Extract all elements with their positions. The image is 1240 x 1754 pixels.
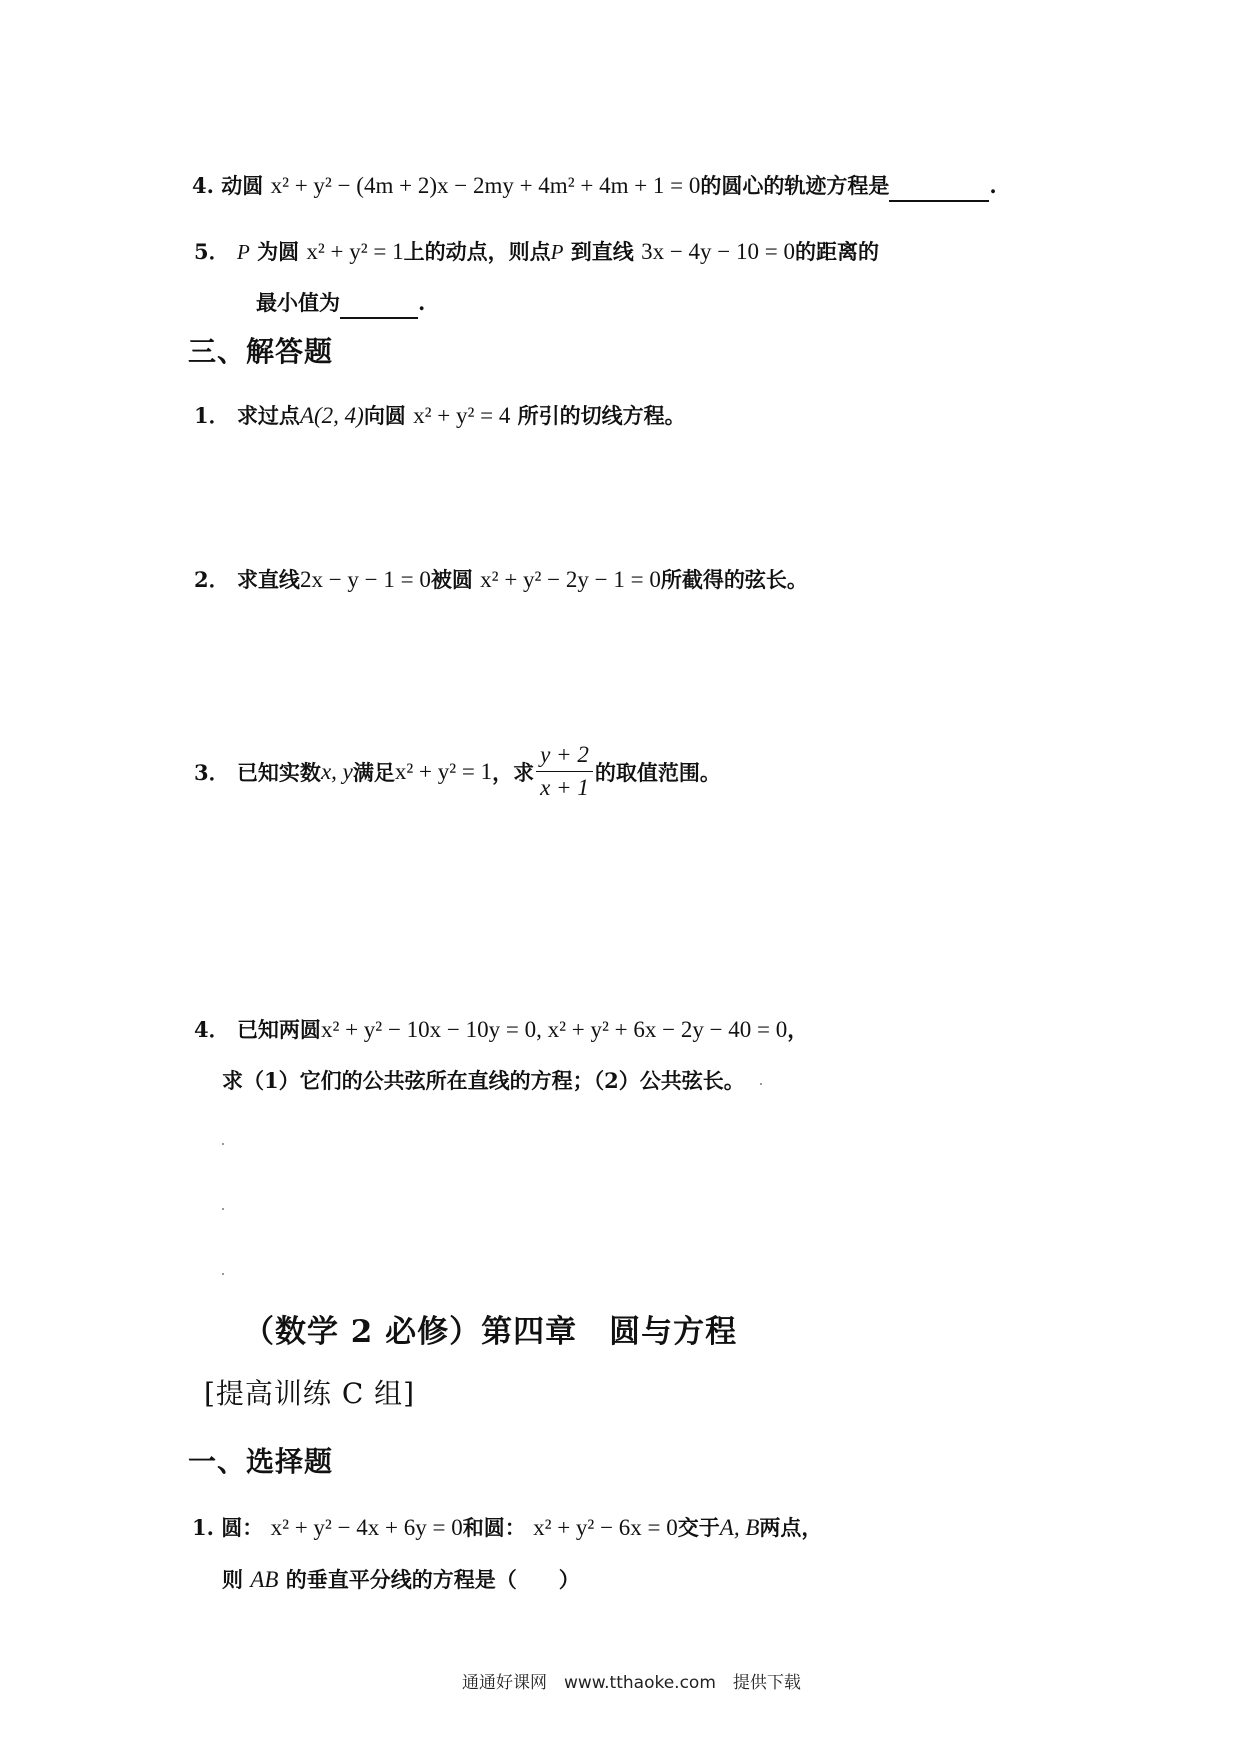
scan-dot (222, 1273, 224, 1275)
circle-equation: x² + y² = 1 (306, 239, 404, 264)
question-number: 1． (194, 403, 230, 428)
question-number: 1. (192, 1515, 214, 1540)
answer-question-2: 2． 求直线2x − y − 1 = 0被圆 x² + y² − 2y − 1 = 0所截得的弦长。 (194, 567, 808, 592)
scan-dot (222, 1143, 224, 1145)
fill-question-4: 4. 动圆 x² + y² − (4m + 2)x − 2my + 4m² + 4m + 1 = 0的圆心的轨迹方程是 . (192, 170, 997, 202)
page-footer: 通通好课网 www.tthaoke.com 提供下载 (462, 1673, 801, 1693)
variables: x, y (320, 758, 353, 784)
circle-equation-2: x² + y² − 6x = 0 (533, 1515, 678, 1540)
line-equation: 2x − y − 1 = 0 (299, 567, 431, 592)
answer-question-4: 4． 已知两圆x² + y² − 10x − 10y = 0, x² + y² + 6x − 2y − 40 = 0， (194, 1017, 809, 1042)
fraction-denominator: x + 1 (540, 775, 589, 800)
section-title-choice: 一、选择题 (188, 1445, 334, 1478)
fraction (536, 742, 593, 801)
answer-question-1: 1． 求过点A(2, 4)向圆 x² + y² = 4 所引的切线方程。 (194, 403, 686, 428)
point-a: A(2, 4) (299, 403, 364, 428)
question-number: 4． (194, 1017, 230, 1042)
choice-question-1-line2: 则 AB 的垂直平分线的方程是（ ） (222, 1567, 580, 1592)
circles-equation: x² + y² − 10x − 10y = 0, x² + y² + 6x − 2y − 40 = 0 (320, 1017, 788, 1042)
chapter-title: （数学 2 必修）第四章 圆与方程 (243, 1314, 738, 1350)
circle-equation: x² + y² = 4 (413, 403, 511, 428)
circle-equation: x² + y² = 1 (394, 758, 493, 784)
answer-blank (340, 292, 418, 319)
question-number: 5． (194, 239, 230, 264)
points-ab: A, B (719, 1515, 760, 1540)
fill-question-5-line2: 最小值为 . (256, 287, 425, 319)
segment-ab: AB (250, 1567, 279, 1592)
answer-question-4-line2: 求（1）它们的公共弦所在直线的方程；（2）公共弦长。 (222, 1068, 745, 1093)
scan-dot (760, 1083, 762, 1085)
circle-equation: x² + y² − 2y − 1 = 0 (480, 567, 661, 592)
answer-blank (889, 175, 989, 202)
group-title: [提高训练 C 组] (204, 1377, 416, 1410)
circle-equation: x² + y² − (4m + 2)x − 2my + 4m² + 4m + 1 = 0 (270, 173, 701, 198)
circle-equation-1: x² + y² − 4x + 6y = 0 (270, 1515, 463, 1540)
fill-question-5: 5． P 为圆 x² + y² = 1上的动点，则点P 到直线 3x − 4y − 10 = 0的距离的 (194, 239, 879, 264)
question-number: 3． (194, 759, 230, 785)
section-title-answer: 三、解答题 (188, 335, 334, 368)
line-equation: 3x − 4y − 10 = 0 (641, 239, 795, 264)
choice-question-1: 1. 圆： x² + y² − 4x + 6y = 0和圆： x² + y² − 6x = 0交于A, B两点， (192, 1515, 823, 1540)
fraction-numerator: y + 2 (536, 742, 593, 772)
question-number: 2． (194, 567, 230, 592)
answer-question-3: 3． 已知实数 x, y 满足 x² + y² = 1 ，求 $\frac{y + 2}{x + 1}$ 的取值范围。 (194, 742, 721, 800)
scan-dot (222, 1208, 224, 1210)
question-number: 4. (192, 173, 214, 198)
